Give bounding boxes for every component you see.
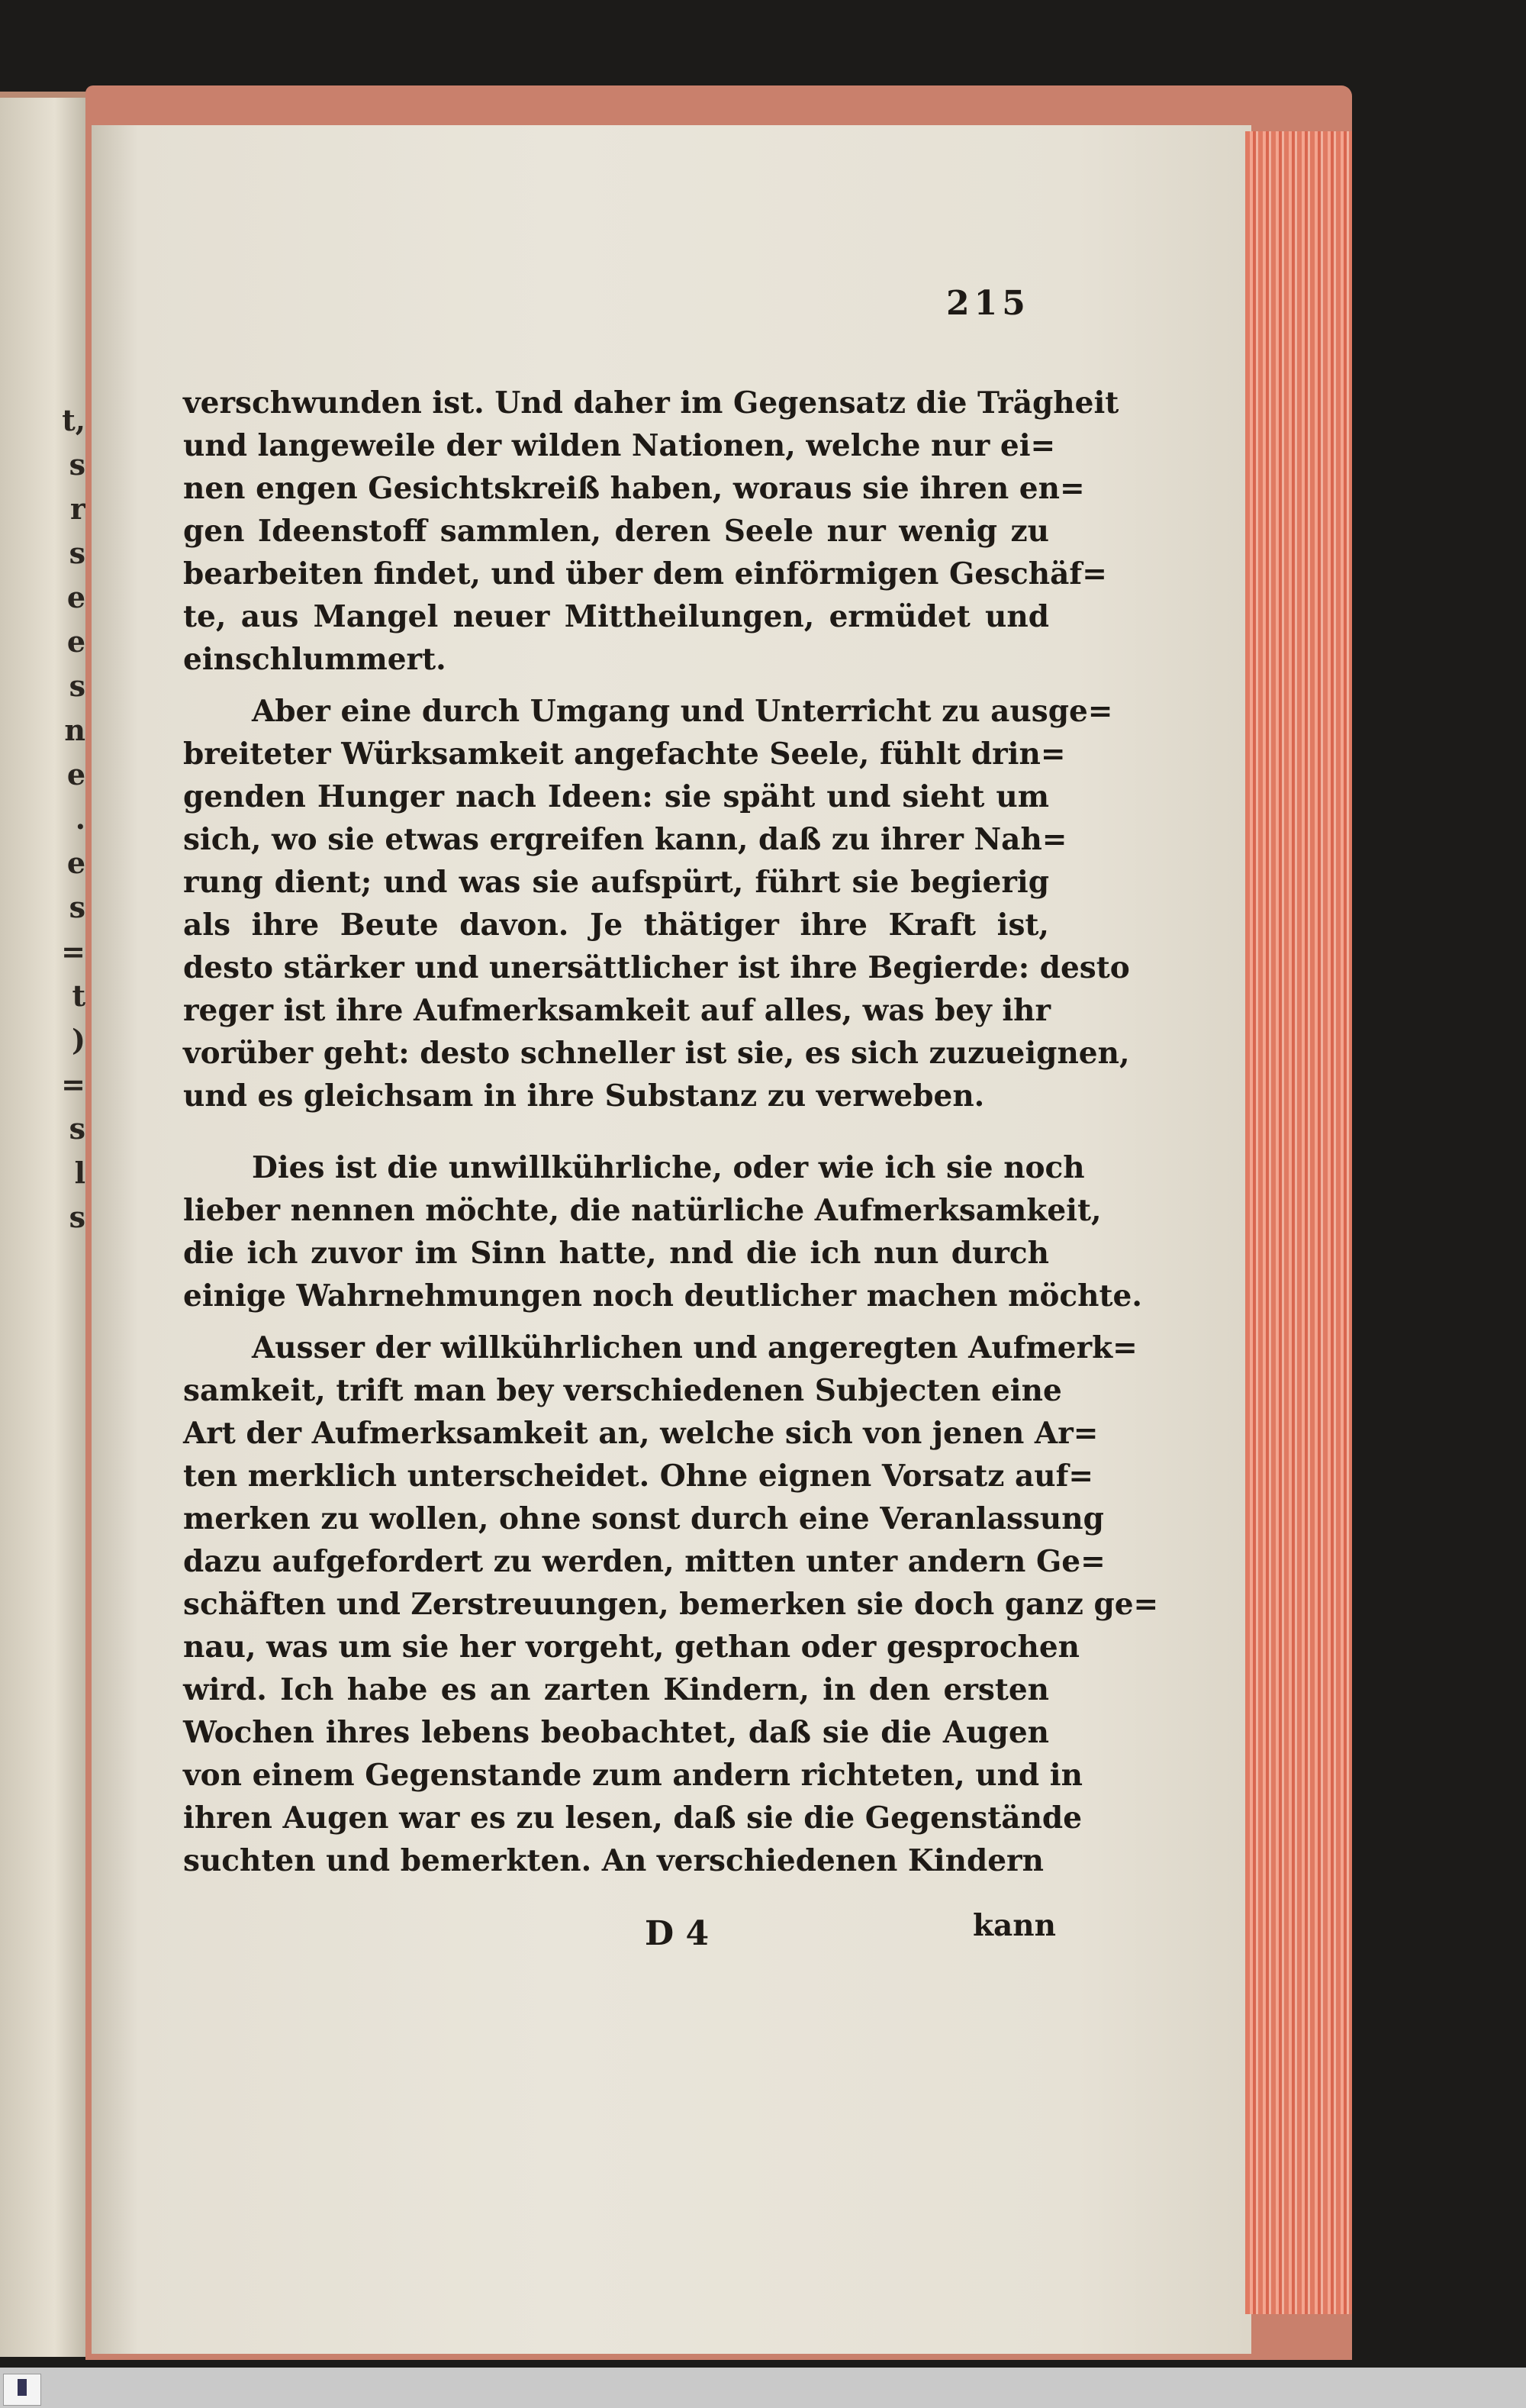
left-page-text-fragment: ) (72, 1023, 85, 1057)
left-page-text-fragment: s (69, 536, 85, 570)
signature-mark: D 4 (645, 1914, 710, 1953)
left-page-text-fragment: s (69, 669, 85, 703)
text-line: ihren Augen war es zu lesen, daß sie die Gegenstände (183, 1800, 1083, 1836)
catchword: kann (973, 1908, 1057, 1943)
text-line: merken zu wollen, ohne sonst durch eine Veranlassung (183, 1501, 1104, 1536)
text-line: samkeit, trift man bey verschiedenen Subjecten eine (183, 1373, 1062, 1408)
left-page-text-fragment: e (66, 624, 85, 659)
text-line: dazu aufgefordert zu werden, mitten unter andern Ge= (183, 1544, 1106, 1579)
left-page-text-fragment: s (69, 1200, 85, 1234)
text-line: nen engen Gesichtskreiß haben, woraus sie ihren en= (183, 471, 1085, 506)
text-line: lieber nennen möchte, die natürliche Aufmerksamkeit, (183, 1193, 1102, 1228)
left-page-text-fragment: l (74, 1156, 85, 1190)
text-line: als ihre Beute davon. Je thätiger ihre Kraft ist, (183, 907, 1049, 943)
page-edges-red (1245, 131, 1352, 2314)
text-line: von einem Gegenstande zum andern richteten, und in (183, 1758, 1083, 1793)
text-line: desto stärker und unersättlicher ist ihre Begierde: desto (183, 950, 1130, 985)
text-line: verschwunden ist. Und daher im Gegensatz die Trägheit (183, 385, 1119, 421)
text-line: und es gleichsam in ihre Substanz zu verweben. (183, 1078, 985, 1114)
text-line: Ausser der willkührlichen und angeregten Aufmerk= (252, 1330, 1138, 1365)
text-line: gen Ideenstoff sammlen, deren Seele nur wenig zu (183, 514, 1049, 549)
left-page-text-fragment: s (69, 447, 85, 482)
left-page-text-fragment: e (66, 846, 85, 880)
text-line: einige Wahrnehmungen noch deutlicher machen möchte. (183, 1278, 1142, 1314)
text-line: nau, was um sie her vorgeht, gethan oder gesprochen (183, 1630, 1080, 1665)
left-page-text-fragment: e (66, 757, 85, 791)
text-line: bearbeiten findet, und über dem einförmigen Geschäf= (183, 556, 1107, 592)
library-logo-icon (3, 2374, 41, 2406)
text-line: Art der Aufmerksamkeit an, welche sich von jenen Ar= (183, 1416, 1099, 1451)
paragraph (183, 1146, 1142, 1317)
text-line: Aber eine durch Umgang und Unterricht zu ausge= (252, 694, 1113, 729)
text-line: Wochen ihres lebens beobachtet, daß sie die Augen (183, 1715, 1049, 1750)
text-line: und langeweile der wilden Nationen, welche nur ei= (183, 428, 1056, 463)
left-page-text-fragment: s (69, 1111, 85, 1146)
left-page-edge (0, 92, 92, 2357)
text-line: breiteter Würksamkeit angefachte Seele, fühlt drin= (183, 737, 1066, 772)
text-line: vorüber geht: desto schneller ist sie, es sich zuzueignen, (183, 1036, 1130, 1071)
text-line: reger ist ihre Aufmerksamkeit auf alles, was bey ihr (183, 993, 1051, 1028)
paragraph (183, 382, 1119, 681)
left-page-text-fragment: t, (62, 403, 85, 437)
text-line: genden Hunger nach Ideen: sie späht und sieht um (183, 779, 1049, 814)
left-page-text-fragment: = (61, 934, 85, 969)
text-line: einschlummert. (183, 642, 446, 677)
text-line: suchten und bemerkten. An verschiedenen Kindern (183, 1843, 1044, 1878)
text-line: sich, wo sie etwas ergreifen kann, daß zu ihrer Nah= (183, 822, 1067, 857)
text-line: ten merklich unterscheidet. Ohne eignen Vorsatz auf= (183, 1459, 1094, 1494)
text-line: Dies ist die unwillkührliche, oder wie ich sie noch (252, 1150, 1085, 1185)
paragraph (183, 1326, 1159, 1882)
body-text (183, 382, 1159, 1882)
left-page-text-fragment: = (61, 1067, 85, 1101)
text-line: schäften und Zerstreuungen, bemerken sie doch ganz ge= (183, 1587, 1159, 1622)
left-page-text-fragment: r (69, 492, 85, 526)
text-line: die ich zuvor im Sinn hatte, nnd die ich nun durch (183, 1236, 1049, 1271)
paragraph (183, 690, 1130, 1117)
left-page-text-fragment: . (75, 801, 85, 836)
left-page-text-fragment: t (72, 978, 85, 1013)
left-page-text-fragment: e (66, 580, 85, 614)
left-page-text-fragment: n (64, 713, 85, 747)
text-line: rung dient; und was sie aufspürt, führt sie begierig (183, 865, 1049, 900)
text-line: wird. Ich habe es an zarten Kindern, in den ersten (183, 1672, 1049, 1707)
left-page-text-fragment: s (69, 890, 85, 924)
viewer-bottom-bar (0, 2368, 1526, 2408)
page-number: 215 (946, 284, 1030, 323)
text-line: te, aus Mangel neuer Mittheilungen, ermüdet und (183, 599, 1049, 634)
